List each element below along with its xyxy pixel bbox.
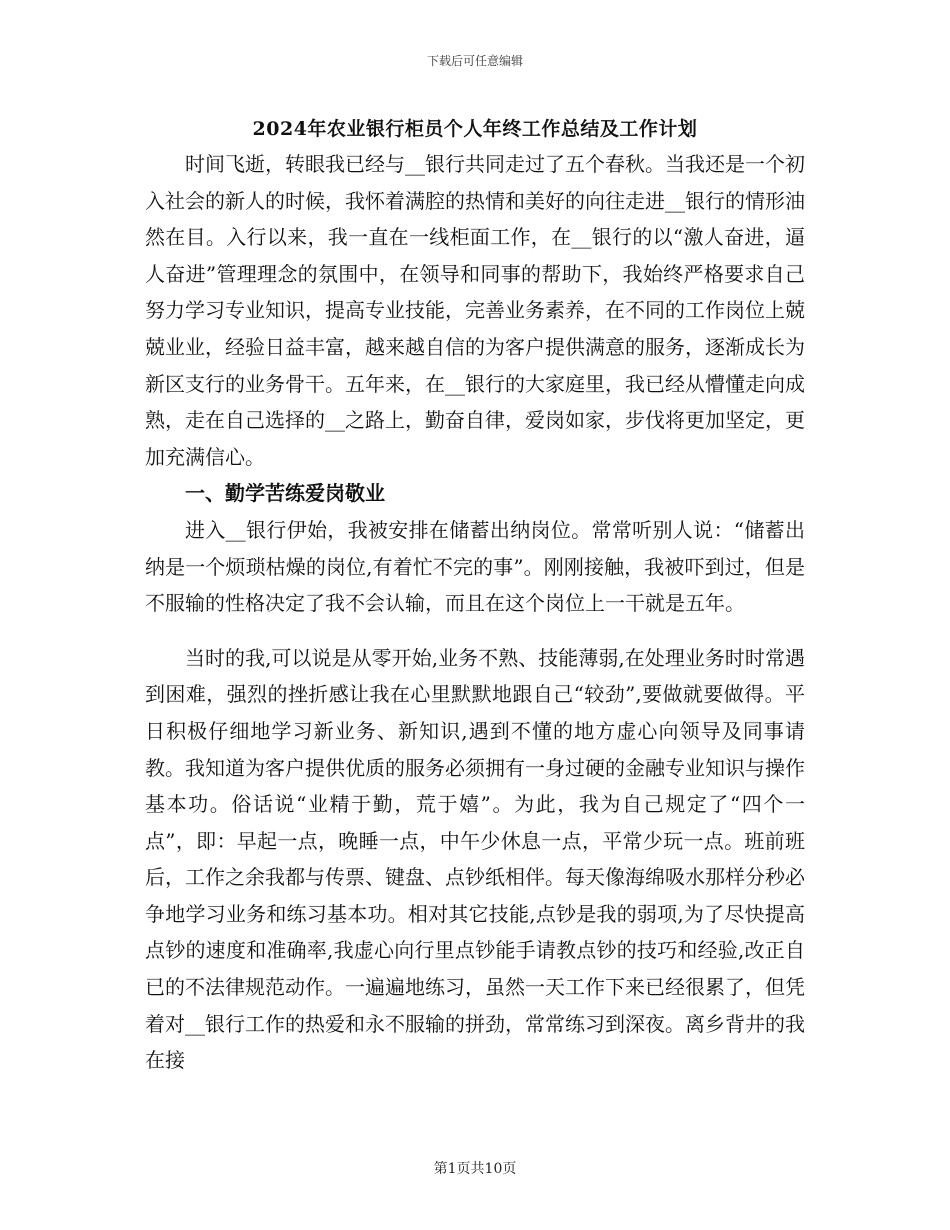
document-title: 2024年农业银行柜员个人年终工作总结及工作计划 (252, 118, 698, 140)
document-body (145, 146, 805, 1079)
header-note: 下载后可任意编辑 (426, 54, 523, 68)
paragraph-intro: 时间飞逝，转眼我已经与__银行共同走过了五个春秋。当我还是一个初入社会的新人的时候，我怀着满腔的热情和美好的向往走进__银行的情形油然在目。入行以来，我一直在一线柜面工作，在__银行的以“激人奋进，逼人奋进”管理理念的氛围中，在领导和同事的帮助下，我始终严格要求自己努力学习专业知识，提高专业技能，完善业务素养，在不同的工作岗位上兢兢业业，经验日益丰富，越来越自信的为客户提供满意的服务，逐渐成长为新区支行的业务骨干。五年来，在__银行的大家庭里，我已经从懵懂走向成熟，走在自己选择的__之路上，勤奋自律，爱岗如家，步伐将更加坚定，更加充满信心。 (145, 152, 805, 469)
paragraph-section-2: 当时的我,可以说是从零开始,业务不熟、技能薄弱,在处理业务时时常遇到困难，强烈的挫折感让我在心里默默地跟自己“较劲”,要做就要做得。平日积极仔细地学习新业务、新知识,遇到不懂的地方虚心向领导及同事请教。我知道为客户提供优质的服务必须拥有一身过硬的金融专业知识与操作基本功。俗话说“业精于勤，荒于嬉”。为此，我为自己规定了“四个一点”，即：早起一点，晚睡一点，中午少休息一点，平常少玩一点。班前班后，工作之余我都与传票、键盘、点钞纸相伴。每天像海绵吸水那样分秒必争地学习业务和练习基本功。相对其它技能,点钞是我的弱项,为了尽快提高点钞的速度和准确率,我虚心向行里点钞能手请教点钞的技巧和经验,改正自已的不法律规范动作。一遍遍地练习，虽然一天工作下来已经很累了，但凭着对__银行工作的热爱和永不服输的拼劲，常常练习到深夜。离乡背井的我在接 (145, 645, 805, 1073)
paragraph-section-1: 进入__银行伊始，我被安排在储蓄出纳岗位。常常听别人说：“储蓄出纳是一个烦琐枯燥的岗位,有着忙不完的事”。刚刚接触，我被吓到过，但是不服输的性格决定了我不会认输，而且在这个岗位上一干就是五年。 (145, 517, 805, 616)
section-heading: 一、勤学苦练爱岗敬业 (185, 481, 385, 506)
page-number: 第1页共10页 (433, 1161, 517, 1177)
